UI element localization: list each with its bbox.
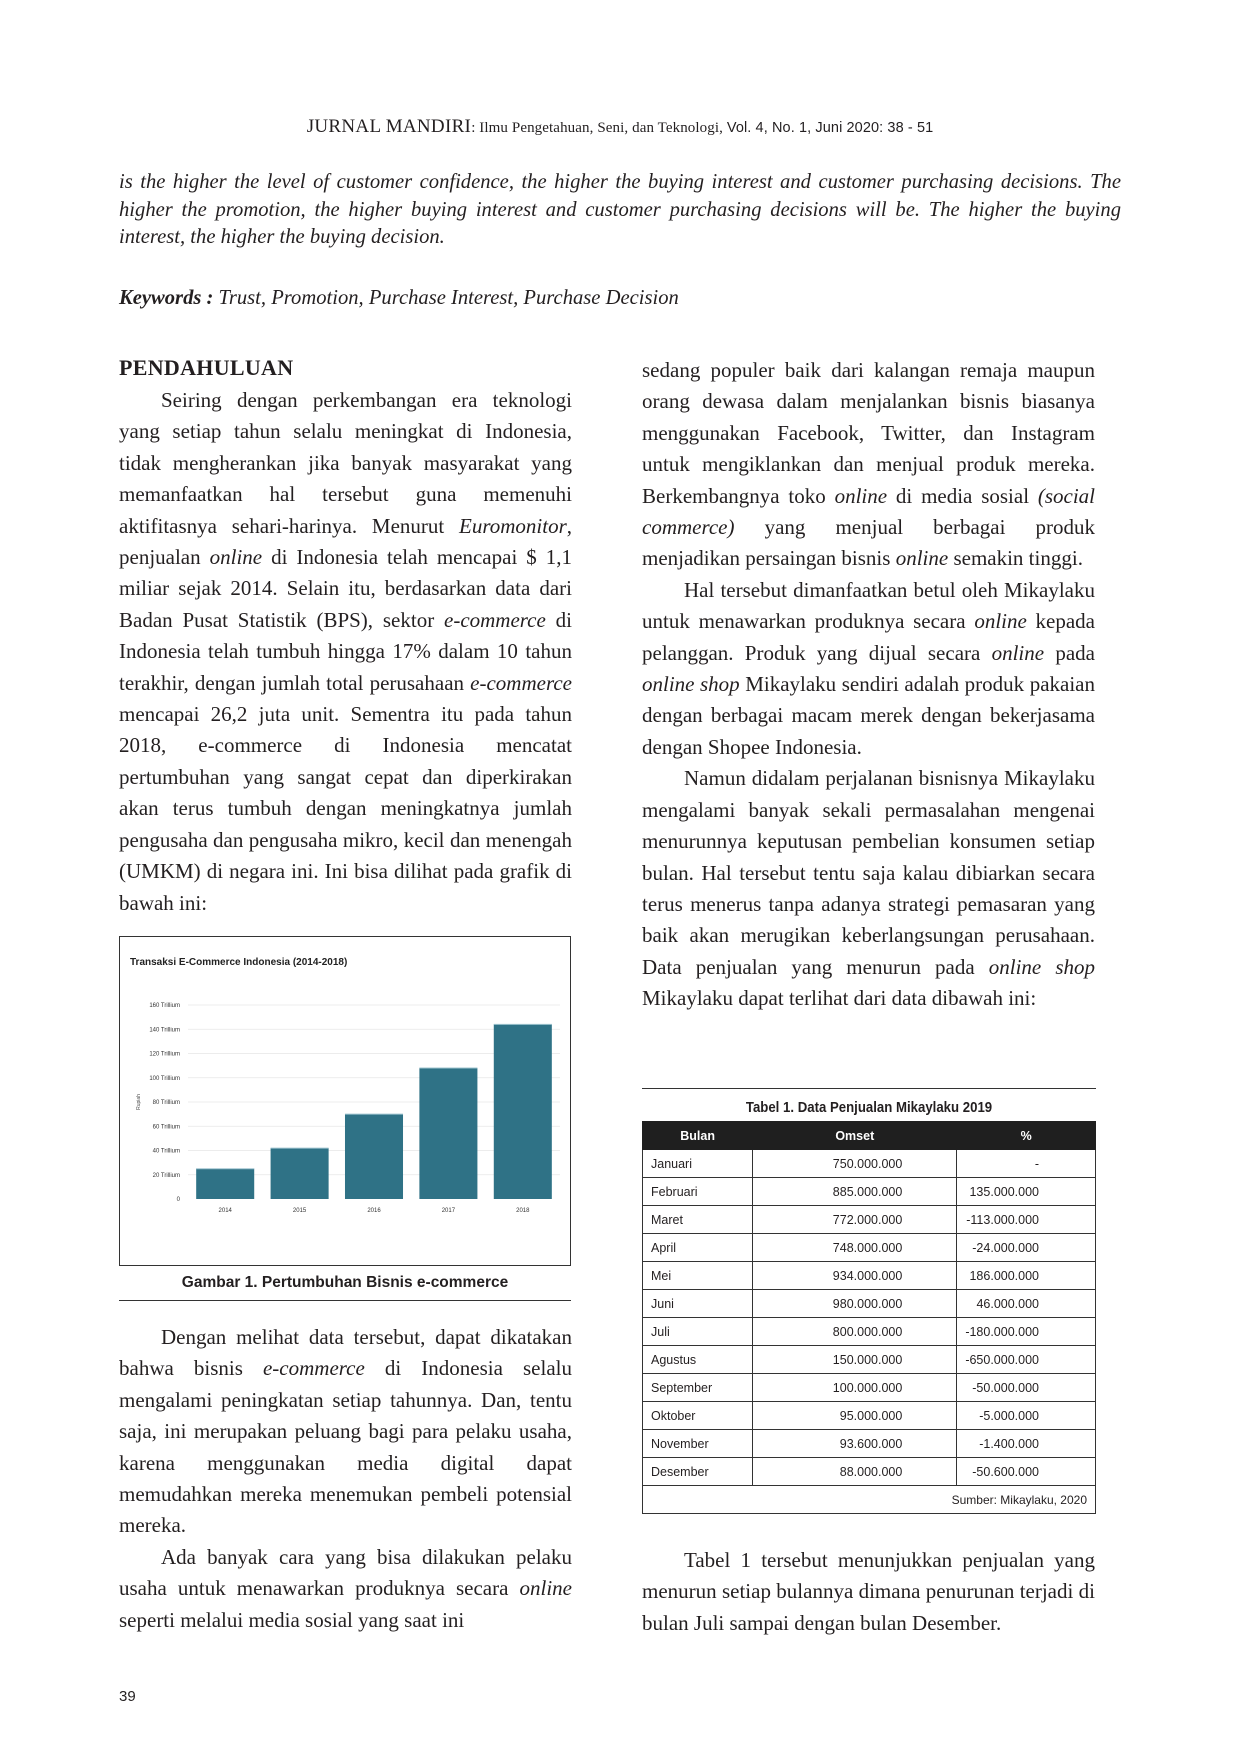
left-column-bottom (119, 1322, 572, 1636)
omset-cell: 800.000.000 (753, 1318, 957, 1346)
bar-2015 (271, 1148, 329, 1199)
paragraph-observation: Dengan melihat data tersebut, dapat dikatakan bahwa bisnis e-commerce di Indonesia selalu mengalami peningkatan setiap tahunnya. Dan, tentu saja, ini merupakan peluang bagi para pelaku usaha, karena menggunakan media digital dapat memudahkan mereka menemukan pembeli potensial mereka. (119, 1325, 572, 1538)
table-source: Sumber: Mikaylaku, 2020 (643, 1486, 1096, 1514)
change-cell: -113.000.000 (957, 1206, 1096, 1234)
change-cell: -1.400.000 (957, 1430, 1096, 1458)
y-tick-label: 140 Trillium (149, 1027, 180, 1034)
paragraph-problem: Namun didalam perjalanan bisnisnya Mikaylaku mengalami banyak sekali permasalahan mengenai menurunnya keputusan pembelian konsumen setiap bulan. Hal tersebut tentu saja kalau dibiarkan secara terus menerus tanpa adanya strategi pemasaran yang baik akan merugikan keberlangsungan perusahaan. Data penjualan yang menurun pada online shop Mikaylaku dapat terlihat dari data dibawah ini: (642, 766, 1095, 1011)
ecommerce-chart-figure (119, 936, 571, 1266)
figure-caption: Gambar 1. Pertumbuhan Bisnis e-commerce (119, 1274, 571, 1301)
change-cell: 46.000.000 (957, 1290, 1096, 1318)
y-tick-label: 100 Trillium (149, 1075, 180, 1082)
x-tick-label: 2017 (441, 1208, 456, 1214)
change-cell: - (957, 1150, 1096, 1178)
x-tick-label: 2014 (218, 1208, 232, 1214)
month-cell: Juni (643, 1290, 753, 1318)
table-row (643, 1318, 1096, 1346)
omset-cell: 748.000.000 (753, 1234, 957, 1262)
paragraph-ways: Ada banyak cara yang bisa dilakukan pelaku usaha untuk menawarkan produknya secara online seperti melalui media sosial yang saat ini (119, 1544, 572, 1632)
running-header (120, 116, 1120, 138)
x-tick-label: 2018 (516, 1208, 530, 1214)
right-column-top (642, 355, 1095, 1015)
right-column-bottom (642, 1545, 1095, 1639)
table-row (643, 1458, 1096, 1486)
y-axis-label: Rupiah (136, 1094, 142, 1110)
paragraph-mikaylaku: Hal tersebut dimanfaatkan betul oleh Mikaylaku untuk menawarkan produknya secara online kepada pelanggan. Produk yang dijual secara online pada online shop Mikaylaku sendiri adalah produk pakaian dengan berbagai macam merek dengan bekerjasama dengan Shopee Indonesia. (642, 577, 1096, 759)
omset-cell: 750.000.000 (753, 1150, 957, 1178)
omset-cell: 772.000.000 (753, 1206, 957, 1234)
y-tick-label: 20 Trillium (152, 1172, 180, 1179)
y-tick-label: 80 Trillium (152, 1100, 180, 1106)
change-cell: -24.000.000 (957, 1234, 1096, 1262)
omset-cell: 934.000.000 (753, 1262, 957, 1290)
column-header: % (957, 1122, 1096, 1150)
column-header: Bulan (643, 1122, 753, 1150)
paragraph-intro: Seiring dengan perkembangan era teknologi yang setiap tahun selalu meningkat di Indonesia, tidak mengherankan jika banyak masyarakat yang memanfaatkan hal tersebut guna memenuhi aktifitasnya sehari-harinya. Menurut Euromonitor, penjualan online di Indonesia telah mencapai $ 1,1 miliar sejak 2014. Selain itu, berdasarkan data dari Badan Pusat Statistik (BPS), sektor e-commerce di Indonesia telah tumbuh hingga 17% dalam 10 tahun terakhir, dengan jumlah total perusahaan e-commerce mencapai 26,2 juta unit. Sementra itu pada tahun 2018, e-commerce di Indonesia mencatat pertumbuhan yang sangat cepat dan diperkirakan akan terus tumbuh dengan meningkatnya jumlah pengusaha dan pengusaha mikro, kecil dan menengah (UMKM) di negara ini. Ini bisa dilihat pada grafik di bawah ini: (119, 388, 572, 915)
omset-cell: 93.600.000 (753, 1430, 957, 1458)
x-tick-label: 2016 (367, 1208, 381, 1214)
journal-name: JURNAL MANDIRI (306, 116, 472, 137)
table-row (643, 1430, 1096, 1458)
change-cell: -50.600.000 (957, 1458, 1096, 1486)
table-row (643, 1150, 1096, 1178)
table-title: Tabel 1. Data Penjualan Mikaylaku 2019 (745, 1099, 993, 1116)
month-cell: Agustus (643, 1346, 753, 1374)
change-cell: -180.000.000 (957, 1318, 1096, 1346)
y-tick-label: 120 Trillium (149, 1051, 180, 1058)
table-row (643, 1346, 1096, 1374)
ecommerce-bar-chart (120, 937, 570, 1265)
keywords (119, 285, 1121, 312)
table-row (643, 1178, 1096, 1206)
x-tick-label: 2015 (292, 1208, 307, 1214)
section-title: PENDAHULUAN (119, 355, 294, 380)
month-cell: Juli (643, 1318, 753, 1346)
column-header: Omset (753, 1122, 957, 1150)
keywords-label: Keywords : (119, 287, 214, 309)
month-cell: Januari (643, 1150, 753, 1178)
omset-cell: 885.000.000 (753, 1178, 957, 1206)
sales-table-block (642, 1088, 1096, 1514)
month-cell: Februari (643, 1178, 753, 1206)
table-row (643, 1234, 1096, 1262)
bar-2017 (419, 1068, 477, 1199)
month-cell: Oktober (643, 1402, 753, 1430)
omset-cell: 100.000.000 (753, 1374, 957, 1402)
sales-table (642, 1121, 1096, 1514)
y-tick-label: 60 Trillium (152, 1124, 180, 1131)
abstract-text: is the higher the level of customer confidence, the higher the buying interest and customer purchasing decisions. The higher the promotion, the higher buying interest and customer purchasing decisions will be. The higher the buying interest, the higher the buying decision. (119, 171, 1121, 248)
change-cell: -650.000.000 (957, 1346, 1096, 1374)
change-cell: 135.000.000 (957, 1178, 1096, 1206)
omset-cell: 95.000.000 (753, 1402, 957, 1430)
y-tick-label: 160 Trillium (149, 1003, 180, 1009)
paragraph-social-media: sedang populer baik dari kalangan remaja maupun orang dewasa dalam menjalankan bisnis biasanya menggunakan Facebook, Twitter, dan Instagram untuk mengiklankan dan menjual produk mereka. Berkembangnya toko online di media sosial (social commerce) yang menjual berbagai produk menjadikan persaingan bisnis online semakin tinggi. (642, 358, 1096, 571)
month-cell: September (643, 1374, 753, 1402)
month-cell: November (643, 1430, 753, 1458)
change-cell: 186.000.000 (957, 1262, 1096, 1290)
omset-cell: 150.000.000 (753, 1346, 957, 1374)
y-tick-label: 0 (176, 1197, 180, 1203)
y-tick-label: 40 Trillium (152, 1148, 180, 1155)
month-cell: Mei (643, 1262, 753, 1290)
change-cell: -5.000.000 (957, 1402, 1096, 1430)
table-row (643, 1262, 1096, 1290)
paragraph-table-summary: Tabel 1 tersebut menunjukkan penjualan yang menurun setiap bulannya dimana penurunan terjadi di bulan Juli sampai dengan bulan Desember. (642, 1548, 1095, 1635)
journal-subtitle: : Ilmu Pengetahuan, Seni, dan Teknologi, (471, 120, 727, 136)
month-cell: April (643, 1234, 753, 1262)
left-column-top (119, 385, 572, 919)
bar-2018 (494, 1024, 552, 1199)
bar-2014 (196, 1169, 254, 1199)
table-row (643, 1290, 1096, 1318)
month-cell: Maret (643, 1206, 753, 1234)
omset-cell: 980.000.000 (753, 1290, 957, 1318)
table-row (643, 1206, 1096, 1234)
month-cell: Desember (643, 1458, 753, 1486)
table-row (643, 1402, 1096, 1430)
table-source-row (643, 1486, 1096, 1514)
bar-2016 (345, 1114, 403, 1199)
table-row (643, 1374, 1096, 1402)
change-cell: -50.000.000 (957, 1374, 1096, 1402)
volume-info: Vol. 4, No. 1, Juni 2020: 38 - 51 (726, 120, 934, 136)
chart-title: Transaksi E-Commerce Indonesia (2014-2018) (130, 957, 348, 968)
omset-cell: 88.000.000 (753, 1458, 957, 1486)
page-number: 39 (119, 1688, 136, 1705)
keywords-text: Trust, Promotion, Purchase Interest, Purchase Decision (213, 287, 679, 309)
table-header-row (643, 1122, 1096, 1150)
